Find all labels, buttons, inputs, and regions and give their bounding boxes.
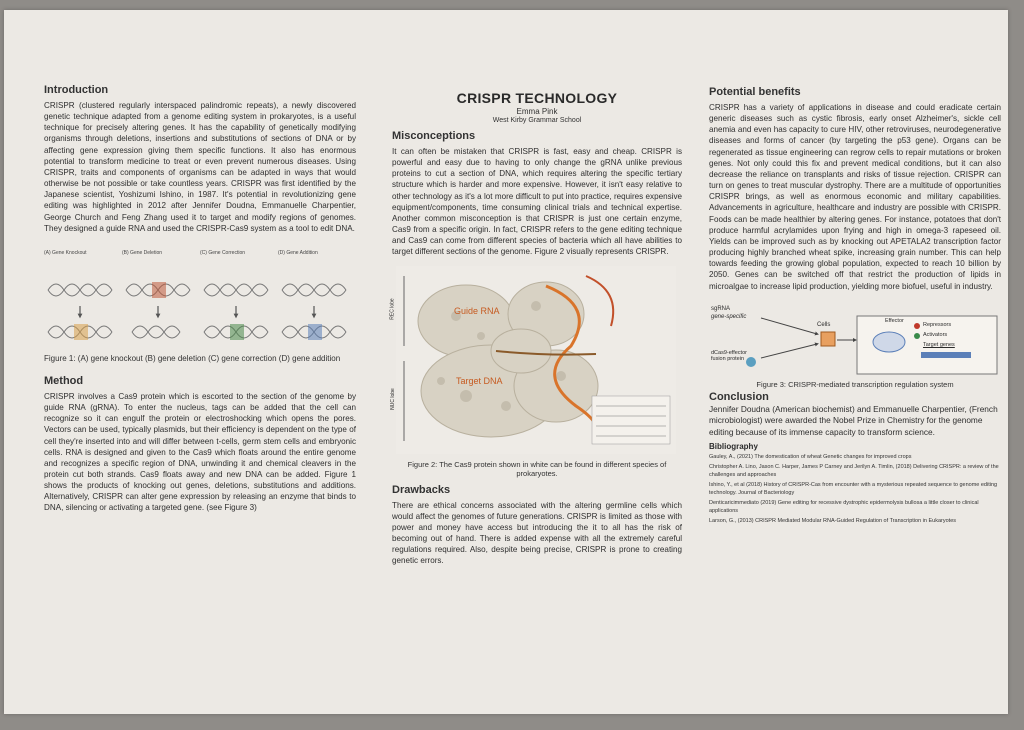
misconceptions-text: It can often be mistaken that CRISPR is fast, easy and cheap. CRISPR is powerful and easy due to having to only change the gRNA unlike previous proteins to cut a section of DNA, which requires altering the specific tertiary structure which is harder and more expensive. However, it isn't easy relative to other technology as it's a lot more difficult to put into practice, requires expensive equipment/components, time consuming clinical trials and technical expertise. Another common misconception is that CRISPR is just one certain enzyme, Cas9 from a specific origin. In fact, CRISPR refers to the gene editing technique and Cas9 can come from different species of bacteria which all have abilities to target different sections of the genome. Figure 2 visually represents CRISPR.: [392, 147, 682, 257]
benefits-text: CRISPR has a variety of applications in disease and could eradicate certain generic diseases such as cystic fibrosis, early onset Alzheimer's, sickle cell anemia and even has capacity to cure HIV, other retroviruses, neurodegenerative diseases and forms of cancer (by targeting the p53 gene). Organs can be regenerated as tissue engineering can regrow cells to repair mutations or broken genes. Not only could this fix and prevent medical conditions, but it can also decrease the reliance on transplants and risks of tissue rejection. CRISPR can turn on genes to treat muscular dystrophy. There are a multitude of opportunities CRISPR brings, as well as enormous economic and military capabilities. Advancements in agriculture, healthcare and industry are possible with CRISPR. Foods can be made healthier by altering genes. For instance, potatoes that don't produce harmful acrylamides upon frying and high in omega-3 rapeseed oil. Yields can be improved such as by knocking out APETALA2 transcription factor producing highly branched wheat spike, increasing grain number. This can help towards feeding the growing global population, expected to reach 10 billion by 2050. Genes can be switched off that restrict the production of lipids in microalgae to increase lipid production, yielding more biofuel, useful in industry.: [709, 103, 1001, 291]
bibliography-entry: Denticaricimmediato (2019) Gene editing for recessive dystrophic epidermolysis bullosa a little closer to clinical applications: [709, 500, 979, 514]
figure-3-diagram: [709, 300, 999, 378]
panel-c-label: (C) Gene Correction: [200, 249, 246, 256]
poster-author: Emma Pink: [516, 107, 558, 116]
bibliography-entry: Gauley, A., (2021) The domestication of wheat Genetic changes for improved crops: [709, 453, 912, 460]
poster-title: CRISPR TECHNOLOGY: [456, 90, 618, 106]
introduction-text: CRISPR (clustered regularly interspaced palindromic repeats), a newly discovered genetic technique adapted from a genome editing system in prokaryotes, is a useful technique for precisely altering genes. It has the capability of genetically modifying organisms through deletions, insertions and substitutions of sections of DNA or by affecting gene expression giving them specific functions. It also has enormous potential to transform medicine to treat or even prevent numerous diseases. Using CRISPR, traits and components of organisms can be adapted in ways that would otherwise be not possible or take countless years. CRISPR was first identified by the Japanese scientist, Yoshizumi Ishino, in 1987. It's potential in revolutionizing gene editing was highlighted in 2012 after Jennifer Doudna, Emmanuelle Charpentier, George Church and Feng Zhang used it to target and modify regions of genomes. They designed a guide RNA and used the CRISPR-Cas9 system as a tool to edit DNA.: [44, 101, 356, 233]
figure-1-caption: Figure 1: (A) gene knockout (B) gene deletion (C) gene correction (D) gene addition: [44, 353, 341, 363]
bibliography-heading: Bibliography: [709, 441, 758, 451]
bibliography-entry: Larson, G., (2013) CRISPR Mediated Modular RNA-Guided Regulation of Transcription in Eukaryotes: [709, 517, 957, 524]
dna-helices: [44, 250, 362, 350]
conclusion-heading: Conclusion: [709, 390, 769, 403]
drawbacks-text: There are ethical concerns associated with the altering germline cells which would affect the genomes of future generations. CRISPR is limited as those with power and money have access but introducing the it to all has the risk of becoming out of hand. There is added expense with all the extremely careful regulations required. Also, despite being precise, CRISPR is prone to creating genetic errors.: [392, 500, 682, 566]
right-column: [709, 86, 1001, 528]
target-genes-label: Target genes: [923, 341, 955, 348]
introduction-heading: Introduction: [44, 84, 109, 96]
misconceptions-heading: Misconceptions: [392, 130, 476, 142]
figure-3-caption: Figure 3: CRISPR-mediated transcription regulation system: [756, 379, 954, 389]
bibliography-entry: Christopher A. Lino, Jason C. Harper, James P Carney and Jerilyn A. Timlin, (2018) Delivering CRISPR: a review of the challenges and approaches: [709, 464, 999, 478]
repressors-label: Repressors: [923, 321, 952, 328]
cas9-protein-drawing: [396, 266, 676, 454]
poster-sheet: [4, 10, 1008, 714]
drawbacks-heading: Drawbacks: [392, 483, 451, 496]
method-heading: Method: [44, 374, 84, 387]
method-text: CRISPR involves a Cas9 protein which is escorted to the section of the genome by guide RNA (gRNA). To enter the nucleus, tags can be added that the cell can recognize so it can engulf the protein or electroshocking which opens the pores. Vectors can be used, typically plasmids, but their efficiency is dependent on the type of cell they're inserted into and will differ between t-cells, germ stem cells and embryonic cells. RNA is designed and given to the Cas9 which floats around the entire genome and recognizes a specific region of DNA, unwinding it and chemical cleavers in the protein cut both strands. Cas9 floats away and new DNA can be added. Figure 1 shows the products of knocking out genes, deletions, substitutions and additions. Alternatively, CRISPR can alter gene expression by releasing an enzyme that binds to DNA, silencing or activating a targeted gene. (see Figure 3): [44, 391, 356, 513]
dcas9-label: dCas9-effector fusion protein: [711, 349, 747, 363]
target-dna-label: Target DNA: [456, 375, 503, 386]
middle-column: [389, 90, 682, 567]
effector-label: Effector: [885, 317, 904, 324]
gene-specific-label: gene-specific: [711, 313, 747, 320]
sgrna-label: sgRNA: [711, 305, 731, 312]
figure-2-cas9-image: [389, 266, 676, 454]
panel-b-label: (B) Gene Deletion: [122, 249, 163, 256]
rec-lobe-label: REC lobe: [389, 297, 396, 320]
panel-a-label: (A) Gene Knockout: [44, 249, 87, 256]
bibliography-entry: Ishino, Y., et al (2018) History of CRISPR-Cas from encounter with a mysterious repeated sequence to genome editing technology. Journal of Bacteriology: [709, 482, 998, 496]
cells-label: Cells: [817, 321, 831, 328]
benefits-heading: Potential benefits: [709, 86, 801, 98]
activators-label: Activators: [923, 331, 948, 338]
guide-rna-label: Guide RNA: [454, 305, 500, 316]
figure-2-caption: Figure 2: The Cas9 protein shown in white can be found in different species of prokaryotes.: [407, 459, 667, 478]
panel-d-label: (D) Gene Addition: [278, 249, 318, 256]
conclusion-text: Jennifer Doudna (American biochemist) and Emmanuelle Charpentier, (French microbiologist) were awarded the Nobel Prize in Chemistry for the genome editing because of its immense capacity to transform science.: [709, 403, 998, 437]
figure-1-diagram: [44, 250, 362, 350]
transcription-regulation-drawing: [709, 300, 999, 378]
nuc-lobe-label: NUC lobe: [389, 387, 396, 410]
poster-school: West Kirby Grammar School: [492, 117, 582, 124]
left-column: [44, 84, 356, 514]
